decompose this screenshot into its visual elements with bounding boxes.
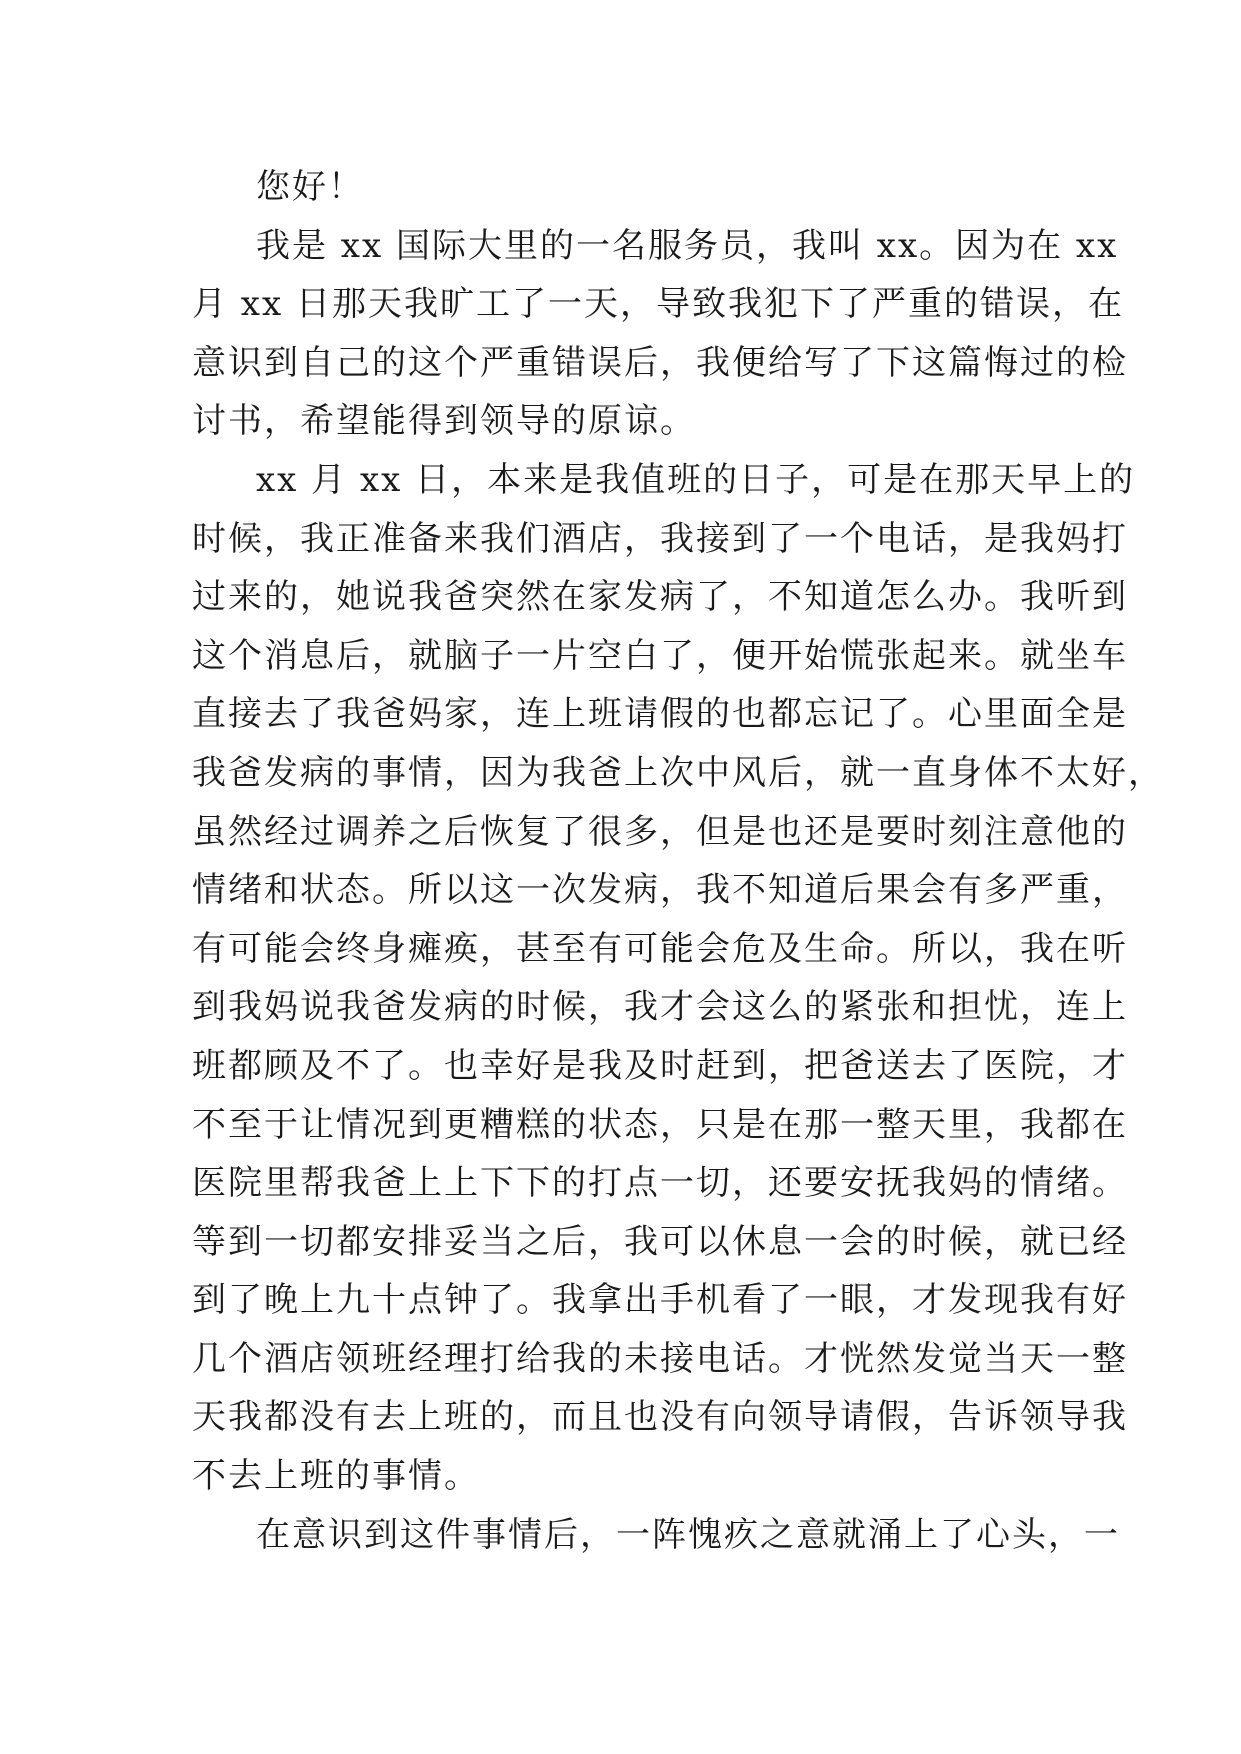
paragraph-line: 虽然经过调养之后恢复了很多，但是也还是要时刻注意他的 xyxy=(192,811,1128,852)
paragraph-line: 我爸发病的事情，因为我爸上次中风后，就一直身体不太好， xyxy=(192,752,1164,793)
paragraph-line: xx 月 xx 日，本来是我值班的日子，可是在那天早上的 xyxy=(256,459,1136,500)
paragraph-line: 有可能会终身瘫痪，甚至有可能会危及生命。所以，我在听 xyxy=(192,928,1128,969)
paragraph-line: 直接去了我爸妈家，连上班请假的也都忘记了。心里面全是 xyxy=(192,694,1128,735)
paragraph-line: 班都顾及不了。也幸好是我及时赶到，把爸送去了医院，才 xyxy=(192,1045,1128,1086)
paragraph-line: 天我都没有去上班的，而且也没有向领导请假，告诉领导我 xyxy=(192,1397,1128,1438)
paragraph-line: 到我妈说我爸发病的时候，我才会这么的紧张和担忧，连上 xyxy=(192,987,1128,1028)
paragraph-line: 等到一切都安排妥当之后，我可以休息一会的时候，就已经 xyxy=(192,1221,1128,1262)
paragraph-line: 情绪和状态。所以这一次发病，我不知道后果会有多严重， xyxy=(192,870,1128,911)
paragraph-line: 到了晚上九十点钟了。我拿出手机看了一眼，才发现我有好 xyxy=(192,1280,1128,1321)
paragraph-line: 几个酒店领班经理打给我的未接电话。才恍然发觉当天一整 xyxy=(192,1338,1128,1379)
paragraph-line: 我是 xx 国际大里的一名服务员，我叫 xx。因为在 xx xyxy=(256,225,1119,266)
paragraph-line: 意识到自己的这个严重错误后，我便给写了下这篇悔过的检 xyxy=(192,342,1128,383)
letter-body xyxy=(192,158,1164,1564)
paragraph-line: 过来的，她说我爸突然在家发病了，不知道怎么办。我听到 xyxy=(192,577,1128,618)
paragraph-line: 讨书，希望能得到领导的原谅。 xyxy=(192,401,696,442)
paragraph-line: 月 xx 日那天我旷工了一天，导致我犯下了严重的错误，在 xyxy=(192,284,1124,325)
paragraph-line: 不去上班的事情。 xyxy=(192,1456,480,1497)
paragraph-line: 在意识到这件事情后，一阵愧疚之意就涌上了心头，一 xyxy=(256,1514,1120,1555)
paragraph-line: 这个消息后，就脑子一片空白了，便开始慌张起来。就坐车 xyxy=(192,635,1128,676)
greeting-line: 您好！ xyxy=(256,167,364,207)
paragraph-line: 时候，我正准备来我们酒店，我接到了一个电话，是我妈打 xyxy=(192,518,1128,559)
paragraph-line: 医院里帮我爸上上下下的打点一切，还要安抚我妈的情绪。 xyxy=(192,1163,1128,1204)
paragraph-line: 不至于让情况到更糟糕的状态，只是在那一整天里，我都在 xyxy=(192,1104,1128,1145)
